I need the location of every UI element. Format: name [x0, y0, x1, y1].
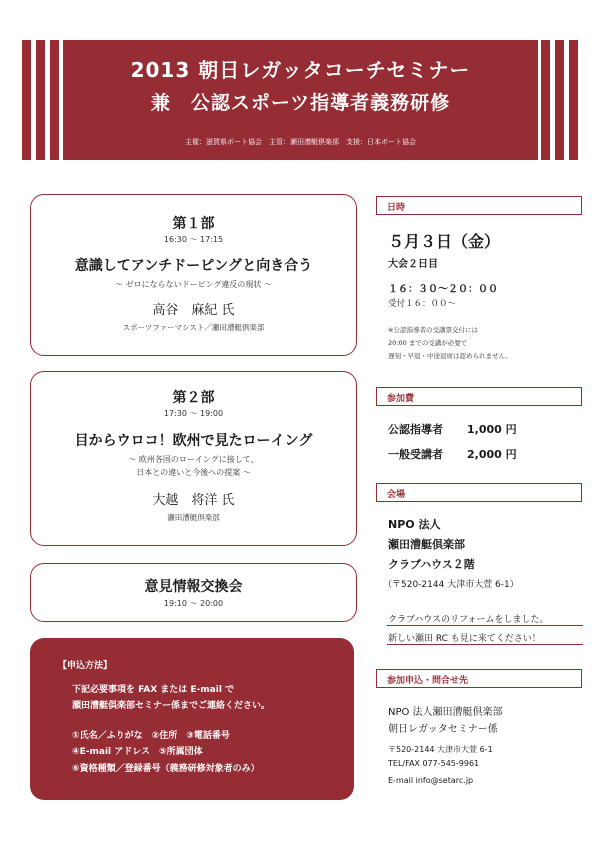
application-item2: ④E-mail アドレス ⑤所属団体 [72, 747, 203, 757]
fee-row-2-price: 2,000 円 [467, 448, 517, 461]
fee-row-1-price: 1,000 円 [467, 423, 517, 436]
application-item3: ⑥資格種類／登録番号（義務研修対象者のみ） [72, 764, 260, 774]
application-item1: ①氏名／ふりがな ②住所 ③電話番号 [72, 731, 230, 741]
venue-line-2: 瀬田漕艇倶楽部 [388, 538, 465, 551]
banner-stripe [22, 40, 31, 160]
contact-section-header [376, 669, 582, 688]
fee-row-2-name: 一般受講者 [388, 448, 443, 461]
part1-panel [30, 194, 357, 356]
date-label: 日時 [387, 203, 406, 213]
part1-time: 16:30 〜 17:15 [163, 235, 224, 244]
part1-speaker: 高谷 麻紀 氏 [152, 303, 235, 318]
venue-note-1: クラブハウスのリフォームをしました。 [388, 615, 549, 625]
part1-title: 第１部 [172, 216, 215, 232]
header-banner [63, 40, 538, 160]
divider [387, 625, 583, 626]
part2-panel [30, 371, 357, 546]
banner-stripe [569, 40, 578, 160]
part1-topic: 意識してアンチドーピングと向き合う [74, 258, 313, 274]
contact-org-1: NPO 法人瀬田漕艇倶楽部 [388, 707, 503, 718]
part1-affiliation: スポーツファーマシスト／瀬田漕艇倶楽部 [122, 323, 265, 332]
application-line2: 瀬田漕艇倶楽部セミナー係までご連絡ください。 [72, 701, 271, 711]
divider [387, 644, 583, 645]
contact-email: E-mail info@setarc.jp [388, 776, 474, 785]
venue-label: 会場 [387, 490, 406, 500]
event-day: 大会２日目 [388, 259, 438, 270]
part3-title: 意見情報交換会 [144, 579, 243, 595]
part2-subtopic-line1: 〜 欧州各国のローイングに接して、 [128, 455, 259, 464]
application-box [30, 638, 354, 800]
reception-time: 受付１６：００〜 [388, 299, 457, 309]
application-heading: 【申込方法】 [58, 661, 113, 671]
part2-speaker: 大越 将洋 氏 [152, 493, 235, 508]
page-subtitle: 兼 公認スポーツ指導者義務研修 [150, 92, 451, 114]
part3-time: 19:10 〜 20:00 [163, 599, 224, 608]
venue-address: （〒520-2144 大津市大萱 6-1） [383, 580, 519, 590]
part2-affiliation: 瀬田漕艇倶楽部 [167, 513, 220, 522]
organizers: 主催：滋賀県ボート協会 主管：瀬田漕艇倶楽部 支援：日本ボート協会 [185, 138, 416, 146]
date-note-3: 遅刻・早退・中途退席は認められません。 [388, 352, 512, 360]
part2-topic: 目からウロコ！欧州で見たローイング [74, 433, 313, 449]
part2-time: 17:30 〜 19:00 [163, 409, 224, 418]
date-note-2: 20:00 までの受講が必要で [388, 339, 468, 347]
venue-line-3: クラブハウス２階 [388, 558, 475, 571]
part2-title: 第２部 [172, 390, 215, 406]
contact-org-2: 朝日レガッタセミナー係 [388, 724, 498, 735]
venue-note-2: 新しい瀬田 RC も見に来てください！ [388, 634, 541, 644]
part3-panel [30, 563, 357, 622]
venue-section-header [376, 483, 582, 502]
contact-address: 〒520-2144 大津市大萱 6-1 [388, 745, 493, 754]
fee-row-1-name: 公認指導者 [388, 423, 443, 436]
contact-label: 参加申込・問合せ先 [387, 676, 469, 686]
banner-stripe [36, 40, 45, 160]
date-note-1: ※公認指導者の受講票交付には [388, 326, 478, 334]
fee-section-header [376, 387, 582, 406]
date-section-header [376, 196, 582, 215]
application-line1: 下記必要事項を FAX または E-mail で [72, 685, 235, 695]
banner-stripe [555, 40, 564, 160]
venue-line-1: NPO 法人 [388, 518, 441, 531]
date-day: ５月３日（金） [388, 232, 501, 251]
date-time: １６：３０〜２０：００ [388, 284, 498, 295]
banner-stripe [50, 40, 59, 160]
part2-subtopic-line2: 日本との違いと今後への提案 〜 [136, 468, 251, 477]
contact-tel: TEL/FAX 077-545-9961 [388, 759, 480, 768]
banner-stripe [541, 40, 550, 160]
part1-subtopic: 〜 ゼロにならないドーピング違反の現状 〜 [115, 280, 272, 289]
page-title: 2013 朝日レガッタコーチセミナー [130, 58, 471, 82]
fee-label: 参加費 [387, 394, 415, 404]
